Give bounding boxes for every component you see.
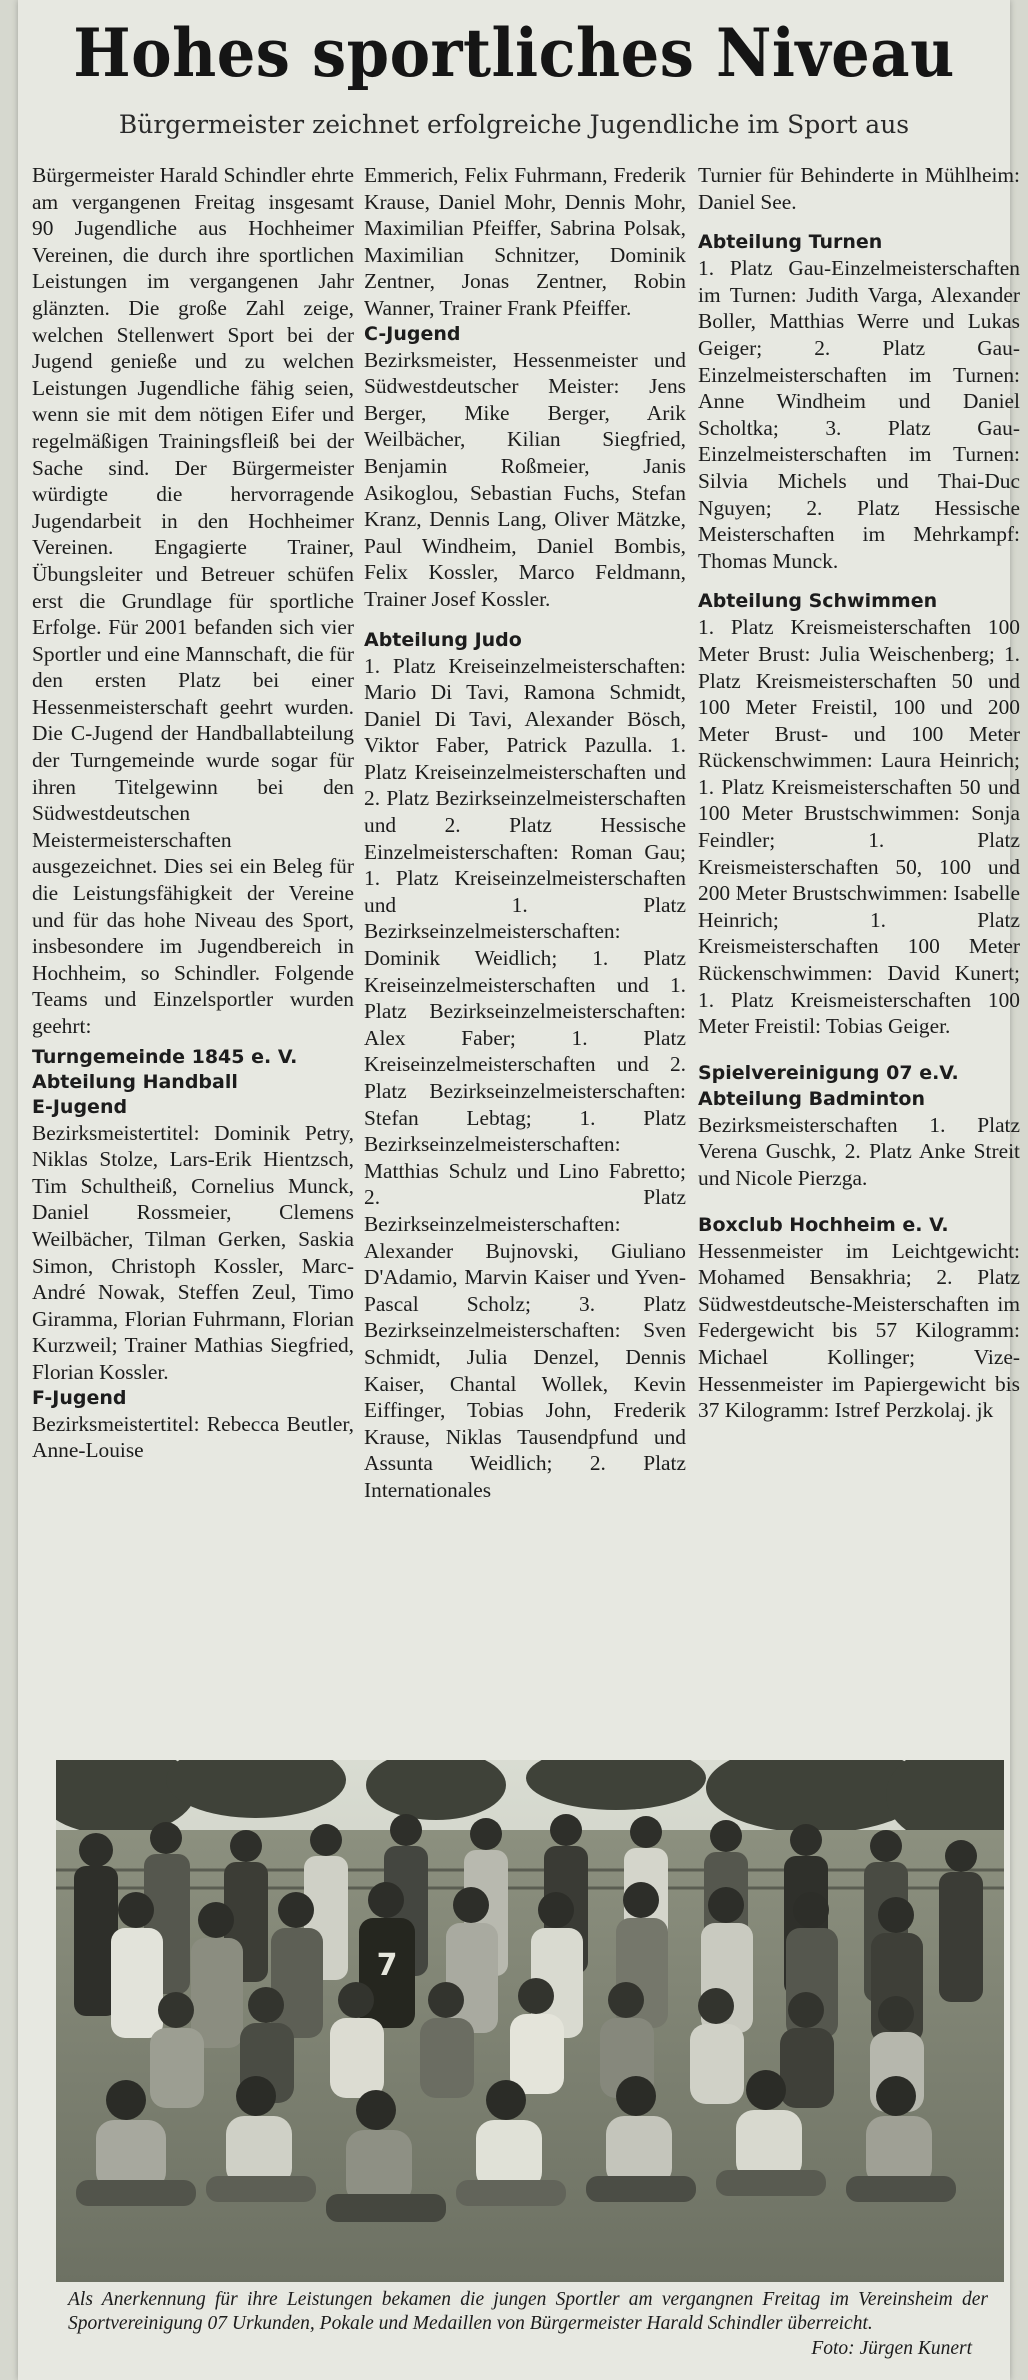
dept-heading-judo: Abteilung Judo bbox=[364, 628, 522, 651]
dept-heading-turnen: Abteilung Turnen bbox=[698, 231, 883, 254]
club-heading-boxclub: Boxclub Hochheim e. V. bbox=[698, 1213, 949, 1236]
team-heading-f-jugend: F-Jugend bbox=[32, 1386, 127, 1409]
dept-heading-handball: Abteilung Handball bbox=[32, 1070, 238, 1093]
group-photo-illustration bbox=[56, 1760, 1004, 2282]
schwimmen-text: 1. Platz Kreismeisterschaften 100 Meter Brust: Julia Weischenberg; 1. Platz Kreismeisterschaften 50 und 100 Meter Freistil, 100 und 200 Meter Brust- und 100 Meter Rückenschwimmen: Laura Heinrich; 1. Platz Kreismeisterschaften 50 und 100 Meter Brustschwimmen: Sonja Feindler; 1. Platz Kreismeisterschaften 50, 100 und 200 Meter Brustschwimmen: Isabelle Heinrich; 1. Platz Kreismeisterschaften 100 Meter Rückenschwimmen: David Kunert; 1. Platz Kreismeisterschaften 100 Meter Freistil: Tobias Geiger. bbox=[698, 615, 1020, 1039]
c-jugend-text: Bezirksmeister, Hessenmeister und Südwestdeutscher Meister: Jens Berger, Mike Berger, Arik Weilbächer, Kilian Siegfried, Benjamin Roßmeier, Janis Asikoglou, Sebastian Fuchs, Stefan Kranz, Dennis Lang, Oliver Mätzke, Paul Windheim, Daniel Bombis, Felix Kossler, Marco Feldmann, Trainer Josef Kossler. bbox=[364, 347, 686, 611]
judo-text-continued: Turnier für Behinderte in Mühlheim: Daniel See. bbox=[698, 163, 1020, 214]
group-photo bbox=[56, 1760, 1004, 2282]
club-heading-spielvereinigung: Spielvereinigung 07 e.V. bbox=[698, 1061, 959, 1084]
f-jugend-text: Bezirksmeistertitel: Rebecca Beutler, Anne-Louise bbox=[32, 1411, 354, 1463]
badminton-text: Bezirksmeisterschaften 1. Platz Verena Guschk, 2. Platz Anke Streit und Nicole Pierzga. bbox=[698, 1112, 1020, 1190]
judo-text: 1. Platz Kreiseinzelmeisterschaften: Mario Di Tavi, Ramona Schmidt, Daniel Di Tavi, Alexander Bösch, Viktor Faber, Patrick Pazulla. 1. Platz Kreiseinzelmeisterschaften und 2. Platz Bezirkseinzelmeisterschaften und 2. Platz Hessische Einzelmeisterschaften: Roman Gau; 1. Platz Kreiseinzelmeisterschaften und 1. Platz Bezirkseinzelmeisterschaften: Dominik Weidlich; 1. Platz Kreiseinzelmeisterschaften und 1. Platz Bezirkseinzelmeisterschaften: Alex Faber; 1. Platz Kreiseinzelmeisterschaften und 2. Platz Bezirkseinzelmeisterschaften: Stefan Lebtag; 1. Platz Bezirkseinzelmeisterschaften: Matthias Schulz und Lino Fabretto; 2. Platz Bezirkseinzelmeisterschaften: Alexander Bujnovski, Giuliano D'Adamio, Marvin Kaiser und Yven-Pascal Scholz; 3. Platz Bezirkseinzelmeisterschaften: Sven Schmidt, Julia Denzel, Dennis Kaiser, Chantal Wollek, Kevin Eiffinger, Tobias John, Frederik Krause, Niklas Tausendpfund und Assunta Weidlich; 2. Platz Internationales bbox=[364, 653, 686, 1502]
e-jugend-text: Bezirksmeistertitel: Dominik Petry, Niklas Stolze, Lars-Erik Hientzsch, Tim Schultheiß, Cornelius Munck, Daniel Rossmeier, Clemens Weilbächer, Tilman Gerken, Saskia Simon, Christoph Kossler, Marc-André Nowak, Steffen Zeul, Timo Giramma, Florian Fuhrmann, Florian Kurzweil; Trainer Mathias Siegfried, Florian Kossler. bbox=[32, 1120, 354, 1384]
dept-heading-schwimmen: Abteilung Schwimmen bbox=[698, 590, 938, 613]
team-heading-c-jugend: C-Jugend bbox=[364, 322, 461, 345]
boxclub-text: Hessenmeister im Leichtgewicht: Mohamed Bensakhria; 2. Platz Südwestdeutsche-Meisterschaften im Federgewicht bis 57 Kilogramm: Michael Kollinger; Vize-Hessenmeister im Papiergewicht bis 37 Kilogramm: Istref Perzkolaj. jk bbox=[698, 1238, 1020, 1423]
column-2 bbox=[364, 162, 686, 1504]
shirt-number-7: 7 bbox=[376, 1948, 398, 1983]
turnen-text: 1. Platz Gau-Einzelmeisterschaften im Turnen: Judith Varga, Alexander Boller, Matthias Werre und Lukas Geiger; 2. Platz Gau-Einzelmeisterschaften im Turnen: Anne Windheim und Daniel Scholtka; 3. Platz Gau-Einzelmeisterschaften im Turnen: Silvia Michels und Thai-Duc Nguyen; 2. Platz Hessische Meisterschaften im Mehrkampf: Thomas Munck. bbox=[698, 256, 1020, 573]
headline: Hohes sportliches Niveau bbox=[73, 14, 955, 92]
photo-credit: Foto: Jürgen Kunert bbox=[811, 2338, 972, 2359]
dept-heading-badminton: Abteilung Badminton bbox=[698, 1087, 925, 1110]
photo-caption: Als Anerkennung für ihre Leistungen bekamen die jungen Sportler am vergangnen Freitag im Vereinsheim der Sportvereinigung 07 Urkunden, Pokale und Medaillen von Bürgermeister Harald Schindler überreicht. bbox=[68, 2289, 988, 2334]
club-heading-turngemeinde: Turngemeinde 1845 e. V. bbox=[32, 1045, 298, 1068]
f-jugend-text-continued: Emmerich, Felix Fuhrmann, Frederik Krause, Daniel Mohr, Dennis Mohr, Maximilian Pfeiffer, Sabrina Polsak, Maximilian Schnitzer, Dominik Zentner, Jonas Zentner, Robin Wanner, Trainer Frank Pfeiffer. bbox=[364, 163, 686, 320]
newspaper-clipping bbox=[18, 0, 1020, 2380]
intro-paragraph: Bürgermeister Harald Schindler ehrte am vergangenen Freitag insgesamt 90 Jugendliche aus Hochheimer Vereinen, die durch ihre sportlichen Leistungen im vergangenen Jahr glänzten. Die große Zahl zeige, welchen Stellenwert Sport bei der Jugend genieße und zu welchen Leistungen Jugendliche fähig seien, wenn sie mit dem nötigen Eifer und regelmäßigen Trainingsfleiß bei der Sache sind. Der Bürgermeister würdigte die hervorragende Jugendarbeit in den Hochheimer Vereinen. Engagierte Trainer, Übungsleiter und Betreuer schüfen erst die Grundlage für sportliche Erfolge. Für 2001 befanden sich vier Sportler und eine Mannschaft, die für den ersten Platz bei einer Hessenmeisterschaft geehrt wurden. Die C-Jugend der Handballabteilung der Turngemeinde wurde sogar für ihren Titelgewinn bei den Südwestdeutschen Meistermeisterschaften ausgezeichnet. Dies sei ein Beleg für die Leistungsfähigkeit der Vereine und für das hohe Niveau des Sport, insbesondere im Jugendbereich in Hochheim, so Schindler. Folgende Teams und Einzelsportler wurden geehrt: bbox=[32, 163, 354, 1038]
column-1 bbox=[32, 162, 354, 1464]
team-heading-e-jugend: E-Jugend bbox=[32, 1095, 128, 1118]
column-3 bbox=[698, 162, 1020, 1424]
subheadline: Bürgermeister zeichnet erfolgreiche Jugendliche im Sport aus bbox=[118, 110, 910, 139]
